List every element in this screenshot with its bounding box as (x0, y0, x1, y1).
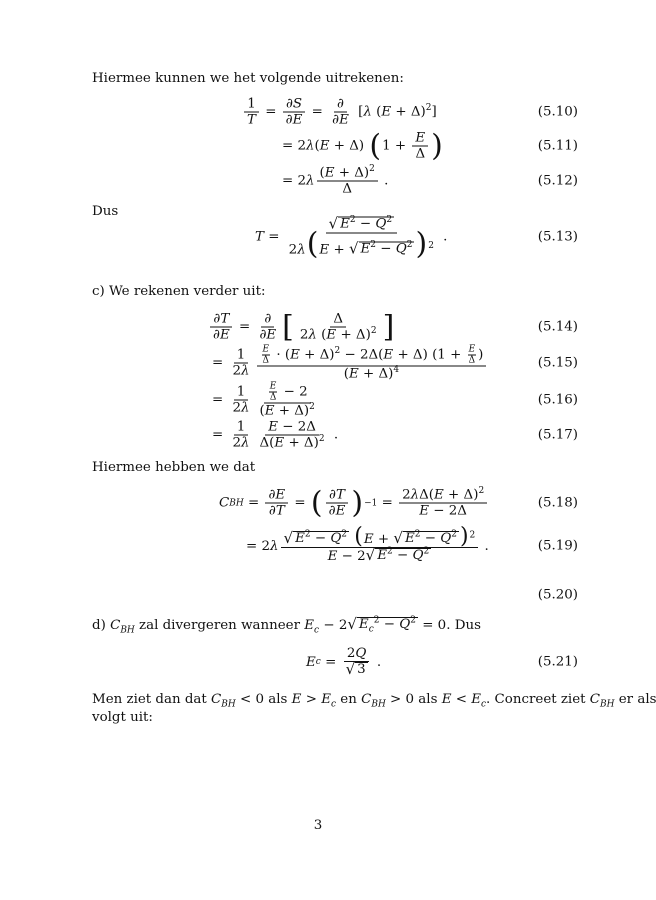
equation-5-10-body: $\frac{1}{T}$ = $\frac{\partial S}{\partial E}$ = $\frac{\partial}{\partial E}$ [λ $(E + \Delta)^2$] (242, 97, 437, 128)
equation-number: (5.18) (537, 495, 578, 511)
dus-text: Dus (92, 204, 119, 219)
equation-5-12 (92, 166, 578, 196)
equation-5-21-body: E c = 2Q √ 3 . (306, 646, 382, 678)
equation-5-18 (92, 486, 578, 520)
equation-5-10 (92, 97, 578, 127)
conclusion-line-2: volgt uit: (92, 710, 153, 725)
intro-text: Hiermee kunnen we het volgende uitrekenen: (92, 71, 404, 86)
equation-number: (5.19) (537, 538, 578, 554)
equation-5-15 (92, 344, 578, 382)
equation-number: (5.17) (537, 427, 578, 443)
equation-number: (5.11) (537, 138, 578, 154)
equation-number: (5.16) (537, 392, 578, 408)
equation-number: (5.15) (537, 355, 578, 371)
equation-number: (5.20) (537, 587, 578, 603)
equation-5-17 (92, 419, 578, 451)
equation-5-11 (92, 128, 578, 163)
hiermee-hebben-text: Hiermee hebben we dat (92, 460, 256, 475)
equation-5-16-body: = $\frac{1}{2\lambda}$ $\frac{E}{\Delta}$ − 2 $(E + \Delta)^2$ (212, 381, 315, 419)
equation-number: (5.12) (537, 173, 578, 189)
equation-5-19-body: = 2λ √ $E^2 - Q^2$ (E + √ $E^2 - Q^2$ )$^2$ E − 2 √ $E^2 - Q^2$ . (246, 524, 489, 564)
equation-5-13-body: T = √ $E^2 - Q^2$ 2λ(E + √ $E^2 - Q^2$ )$^2$ . (255, 214, 448, 262)
equation-5-12-body: = 2λ $\frac{(E + \Delta)^2}{\Delta}$ . (282, 164, 389, 197)
equation-5-17-body: = $\frac{1}{2\lambda}$ $\frac{E - 2\Delta}{\Delta(E + \Delta)^2}$ . (212, 419, 339, 451)
conclusion-text: Men ziet dan dat $C_{BH} < 0$ als $E > E_c$ en $C_{BH} > 0$ als $E < E_c$. Concreet ziet $C_{BH}$ er als volgt uit: (92, 692, 656, 725)
equation-number: (5.10) (537, 104, 578, 120)
equation-5-20 (92, 580, 578, 610)
equation-5-14-body: $\frac{\partial T}{\partial E}$ = $\frac{\partial}{\partial E}$ [ $\frac{\Delta}{2\lambda (E + \Delta)^2}$ ] (208, 312, 395, 343)
equation-5-11-body: = 2λ(E + Δ) ( 1 + $\frac{E}{\Delta}$ ) (282, 128, 443, 163)
equation-5-19 (92, 526, 578, 566)
equation-5-14 (92, 311, 578, 343)
page-number: 3 (313, 818, 323, 833)
equation-5-13 (92, 214, 578, 262)
equation-number: (5.14) (537, 319, 578, 335)
section-d-text: d) $C_{BH}$ zal divergeren wanneer $E_c - 2$ √ $E_c^2 - Q^2$ = 0. Dus (92, 615, 481, 636)
equation-5-16 (92, 381, 578, 419)
equation-5-21 (92, 645, 578, 679)
equation-5-18-body: C BH = $\frac{\partial E}{\partial T}$ = ( $\frac{\partial T}{\partial E}$ ) −1 = $\frac{2\lambda\Delta(E + \Delta)^2}{E - 2\Delta}$ (219, 488, 489, 519)
equation-number: (5.21) (537, 654, 578, 670)
equation-number: (5.13) (537, 229, 578, 245)
equation-5-15-body: = $\frac{1}{2\lambda}$ $\frac{E}{\Delta}$ · $(E + \Delta)^2 - 2\Delta(E + \Delta)$ (1 + $\frac{E}{\Delta}$ ) $(E + \Delta)^4$ (212, 345, 488, 382)
section-c-text: c) We rekenen verder uit: (92, 284, 266, 299)
